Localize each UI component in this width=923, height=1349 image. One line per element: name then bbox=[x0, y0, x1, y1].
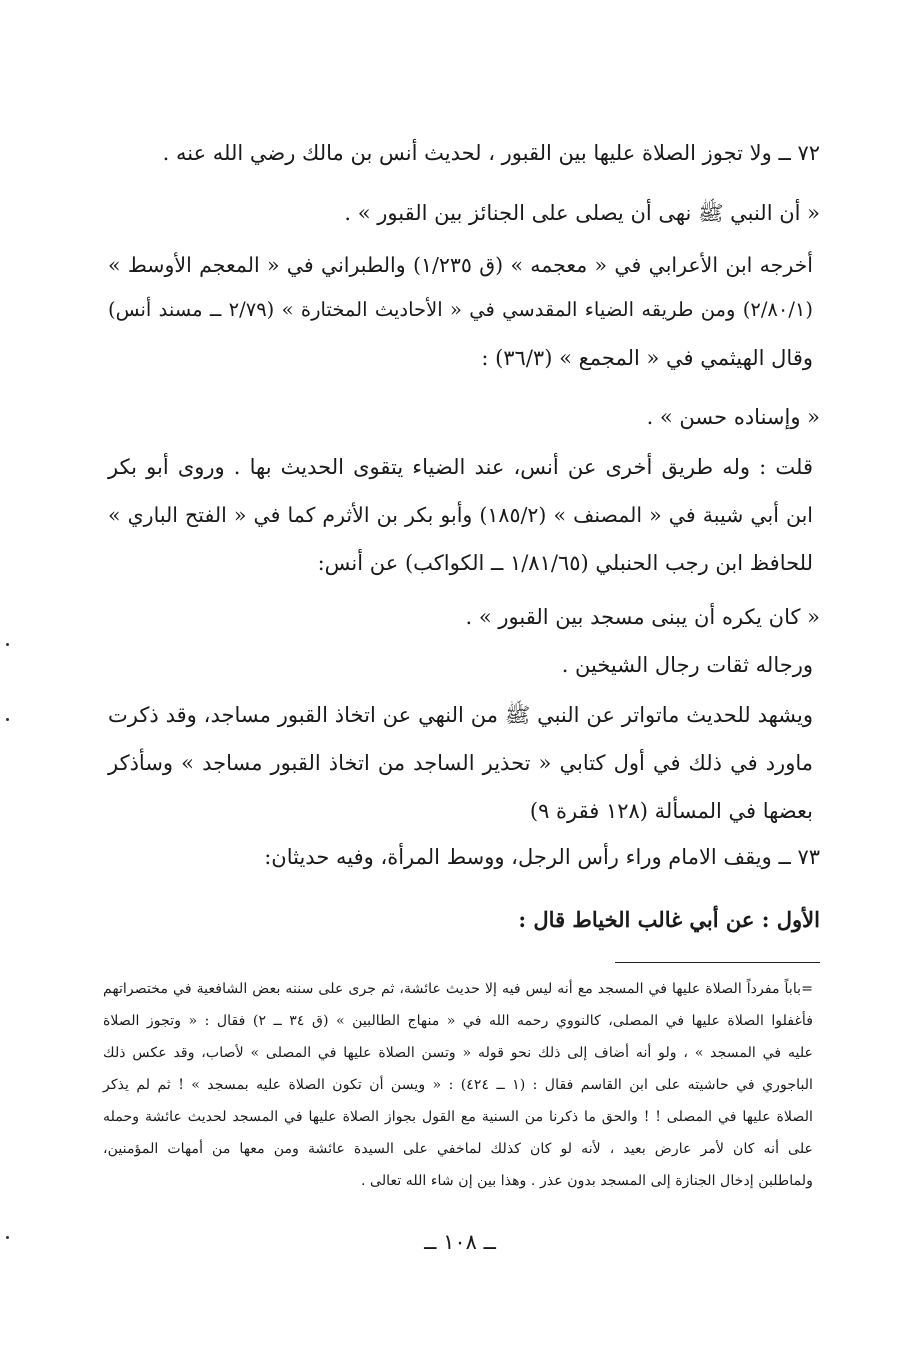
scan-speck bbox=[6, 718, 9, 721]
body-line-10: « كان يكره أن يبنى مسجد بين القبور » . bbox=[465, 605, 820, 629]
footnote-line-4: الباجوري في حاشيته على ابن القاسم فقال : (١ ــ ٤٢٤) : « ويسن أن تكون الصلاة عليه بمسجد » ! ثم لم يذكر bbox=[103, 1077, 813, 1093]
body-line-3: أخرجه ابن الأعرابي في « معجمه » (ق ١/٢٣٥) والطبراني في « المعجم الأوسط » bbox=[108, 253, 813, 277]
body-line-5: وقال الهيثمي في « المجمع » (٣٦/٣) : bbox=[481, 346, 813, 370]
body-line-13: ماورد في ذلك في أول كتابي « تحذير الساجد من اتخاذ القبور مساجد » وسأذكر bbox=[108, 751, 813, 775]
body-line-2: « أن النبي ﷺ نهى أن يصلى على الجنائز بين القبور » . bbox=[344, 201, 820, 225]
body-line-1: ٧٢ ــ ولا تجوز الصلاة عليها بين القبور ، لحديث أنس بن مالك رضي الله عنه . bbox=[162, 141, 820, 165]
footnote-line-2: فأغفلوا الصلاة عليها في المصلى، كالنووي رحمه الله في « منهاج الطالبين » (ق ٣٤ ــ ٢) فقال : « وتجوز الصلاة bbox=[103, 1013, 813, 1029]
body-line-14: بعضها في المسألة (١٢٨ فقرة ٩) bbox=[529, 799, 813, 823]
body-line-8: ابن أبي شيبة في « المصنف » (١٨٥/٢) وأبو بكر بن الأثرم كما في « الفتح الباري » bbox=[108, 503, 813, 527]
footnote-line-6: على أنه كان لأمر عارض بعيد ، لأنه لو كان كذلك لماخفي على السيدة عائشة ومن معها من أمهات المؤمنين، bbox=[103, 1141, 813, 1157]
body-line-9: للحافظ ابن رجب الحنبلي (١/٨١/٦٥ ــ الكواكب) عن أنس: bbox=[317, 551, 813, 575]
body-line-12: ويشهد للحديث ماتواتر عن النبي ﷺ من النهي عن اتخاذ القبور مساجد، وقد ذكرت bbox=[108, 703, 813, 727]
body-line-4: (٢/٨٠/١) ومن طريقه الضياء المقدسي في « الأحاديث المختارة » (٢/٧٩ ــ مسند أنس) bbox=[108, 298, 813, 321]
scan-speck bbox=[6, 1236, 9, 1239]
body-line-15: ٧٣ ــ ويقف الامام وراء رأس الرجل، ووسط المرأة، وفيه حديثان: bbox=[264, 845, 820, 869]
footnote-line-5: الصلاة عليها في المصلى ! ! والحق ما ذكرنا من السنية مع القول بجواز الصلاة عليها في المسجد لحديث عائشة وحمله bbox=[103, 1109, 813, 1125]
footnote-line-1: =باباً مفرداً الصلاة عليها في المسجد مع أنه ليس فيه إلا حديث عائشة، ثم جرى على سننه بعض الشافعية في مختصراتهم bbox=[103, 981, 813, 997]
scan-speck bbox=[6, 643, 9, 646]
page-number: ــ ١٠٨ ــ bbox=[424, 1230, 496, 1254]
body-line-7: قلت : وله طريق أخرى عن أنس، عند الضياء يتقوى الحديث بها . وروى أبو بكر bbox=[108, 455, 813, 479]
footnote-separator bbox=[615, 962, 820, 963]
body-line-16: الأول : عن أبي غالب الخياط قال : bbox=[518, 907, 820, 932]
footnote-line-7: ولماطلبن إدخال الجنازة إلى المسجد بدون عذر . وهذا بين إن شاء الله تعالى . bbox=[361, 1173, 813, 1189]
body-line-6: « وإسناده حسن » . bbox=[646, 405, 820, 429]
footnote-line-3: عليه في المسجد » ، ولو أنه أضاف إلى ذلك نحو قوله « وتسن الصلاة عليها في المصلى » لأصاب، وقد عكس ذلك bbox=[103, 1045, 813, 1061]
body-line-11: ورجاله ثقات رجال الشيخين . bbox=[561, 653, 813, 677]
